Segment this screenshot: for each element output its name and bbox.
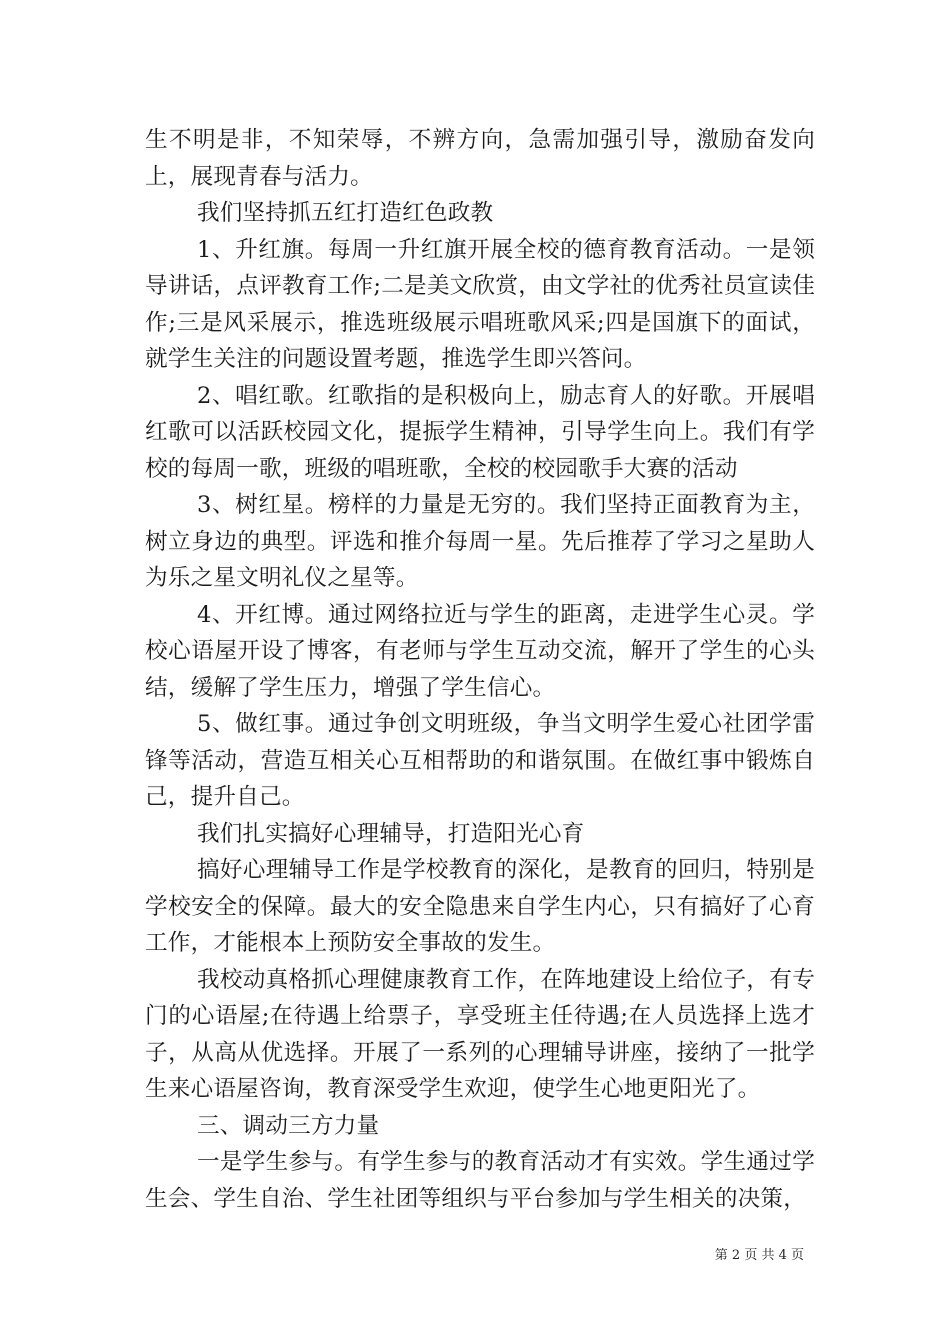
document-body — [145, 122, 815, 1217]
paragraph-raise-flag: 1、升红旗。每周一升红旗开展全校的德育教育活动。一是领导讲话，点评教育工作;二是美文欣赏，由文学社的优秀社员宣读佳作;三是风采展示，推选班级展示唱班歌风采;四是国旗下的面试，就学生关注的问题设置考题，推选学生即兴答问。 — [145, 236, 815, 372]
paragraph-psych-importance: 搞好心理辅导工作是学校教育的深化，是教育的回归，特别是学校安全的保障。最大的安全隐患来自学生内心，只有搞好了心育工作，才能根本上预防安全事故的发生。 — [145, 857, 815, 956]
paragraph-sing-songs: 2、唱红歌。红歌指的是积极向上，励志育人的好歌。开展唱红歌可以活跃校园文化，提振学生精神，引导学生向上。我们有学校的每周一歌，班级的唱班歌，全校的校园歌手大赛的活动 — [145, 382, 815, 482]
paragraph-psych-work: 我校动真格抓心理健康教育工作，在阵地建设上给位子，有专门的心语屋;在待遇上给票子，享受班主任待遇;在人员选择上选才子，从高从优选择。开展了一系列的心理辅导讲座，接纳了一批学生来心语屋咨询，教育深受学生欢迎，使学生心地更阳光了。 — [145, 966, 815, 1102]
paragraph-red-star: 3、树红星。榜样的力量是无穷的。我们坚持正面教育为主，树立身边的典型。评选和推介每周一星。先后推荐了学习之星助人为乐之星文明礼仪之星等。 — [145, 492, 815, 591]
paragraph-red-deeds: 5、做红事。通过争创文明班级，争当文明学生爱心社团学雷锋等活动，营造互相关心互相帮助的和谐氛围。在做红事中锻炼自己，提升自己。 — [145, 711, 815, 810]
section-heading-three-forces: 三、调动三方力量 — [196, 1112, 380, 1139]
paragraph-continuation: 生不明是非，不知荣辱，不辨方向，急需加强引导，激励奋发向上，展现青春与活力。 — [145, 127, 815, 190]
page-number-footer: 第 2 页 共 4 页 — [714, 1248, 804, 1263]
paragraph-red-blog: 4、开红博。通过网络拉近与学生的距离，走进学生心灵。学校心语屋开设了博客，有老师与学生互动交流，解开了学生的心头结，缓解了学生压力，增强了学生信心。 — [145, 601, 815, 701]
section-heading-psych-guidance: 我们扎实搞好心理辅导，打造阳光心育 — [196, 820, 585, 847]
section-heading-red-politics: 我们坚持抓五红打造红色政教 — [196, 200, 494, 226]
paragraph-student-participation: 一是学生参与。有学生参与的教育活动才有实效。学生通过学生会、学生自治、学生社团等组织与平台参加与学生相关的决策， — [145, 1149, 815, 1212]
